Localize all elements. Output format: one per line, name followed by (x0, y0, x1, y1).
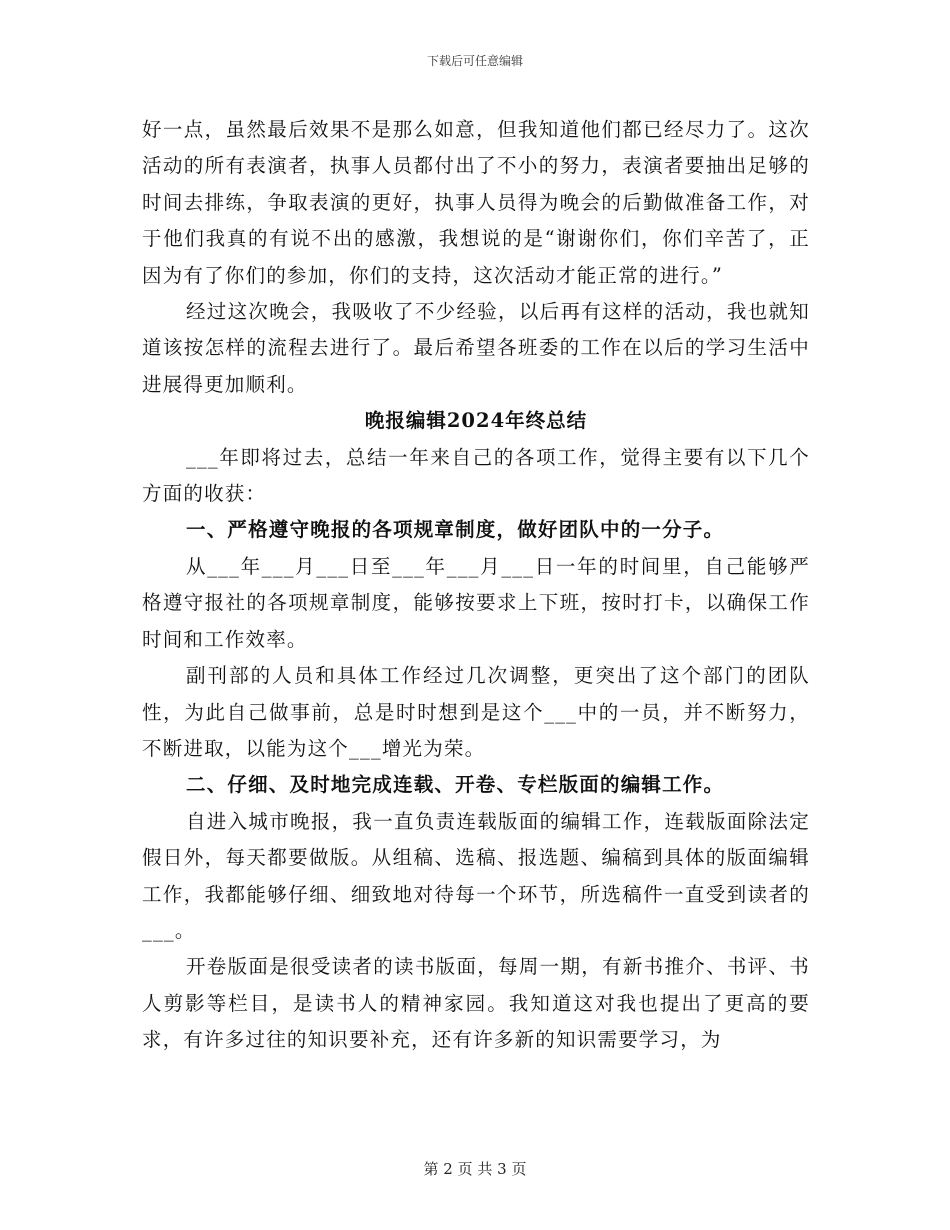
page-number: 第 2 页 共 3 页 (423, 1160, 527, 1178)
document-body (142, 112, 810, 1059)
page-header: 下载后可任意编辑 (426, 54, 523, 68)
section1-paragraph: 副刊部的人员和具体工作经过几次调整，更突出了这个部门的团队性，为此自己做事前，总是时时想到是这个___中的一员，并不断努力，不断进取，以能为这个___增光为荣。 (142, 664, 810, 760)
paragraph-continuation: 好一点，虽然最后效果不是那么如意，但我知道他们都已经尽力了。这次活动的所有表演者，执事人员都付出了不小的努力，表演者要抽出足够的时间去排练，争取表演的更好，执事人员得为晚会的后勤做准备工作，对于他们我真的有说不出的感激，我想说的是“谢谢你们，你们辛苦了，正因为有了你们的参加，你们的支持，这次活动才能正常的进行。” (142, 118, 810, 287)
section-heading-2: 二、仔细、及时地完成连载、开卷、专栏版面的编辑工作。 (186, 773, 725, 797)
section-heading-1: 一、严格遵守晚报的各项规章制度，做好团队中的一分子。 (186, 518, 725, 542)
section1-paragraph: 从___年___月___日至___年___月___日一年的时间里，自己能够严格遵守报社的各项规章制度，能够按要求上下班，按时打卡，以确保工作时间和工作效率。 (142, 554, 810, 651)
paragraph-intro: ___年即将过去，总结一年来自己的各项工作，觉得主要有以下几个方面的收获： (142, 445, 810, 506)
document-title: 晚报编辑2024年终总结 (364, 409, 588, 433)
paragraph-conclusion: 经过这次晚会，我吸收了不少经验，以后再有这样的活动，我也就知道该按怎样的流程去进行了。最后希望各班委的工作在以后的学习生活中进展得更加顺利。 (142, 300, 810, 396)
section2-paragraph: 开卷版面是很受读者的读书版面，每周一期，有新书推介、书评、书人剪影等栏目，是读书人的精神家园。我知道这对我也提出了更高的要求，有许多过往的知识要补充，还有许多新的知识需要学习，为 (142, 955, 810, 1052)
section2-paragraph: 自进入城市晚报，我一直负责连载版面的编辑工作，连载版面除法定假日外，每天都要做版。从组稿、选稿、报选题、编稿到具体的版面编辑工作，我都能够仔细、细致地对待每一个环节，所选稿件一直受到读者的___。 (142, 809, 810, 942)
